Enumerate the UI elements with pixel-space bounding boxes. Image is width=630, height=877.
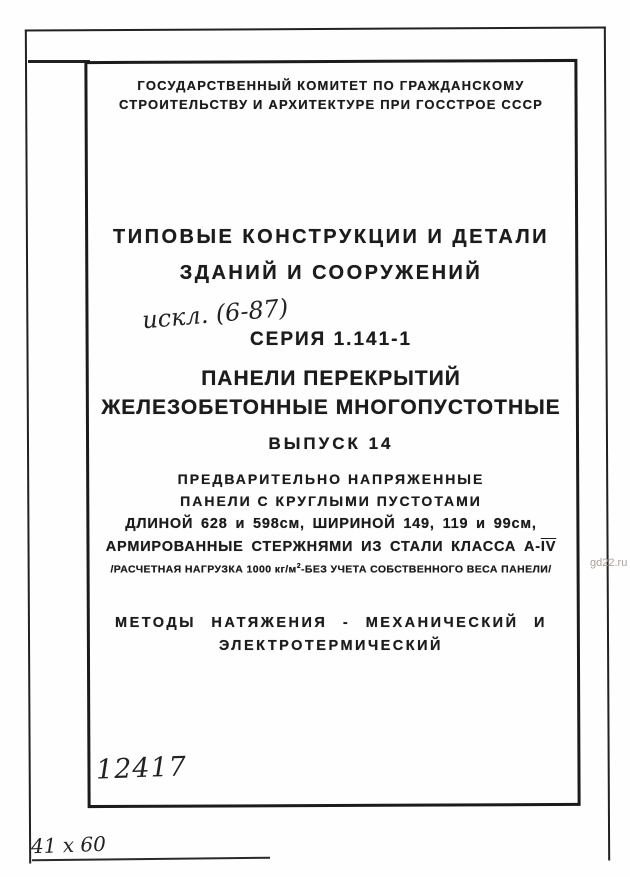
load-note-superscript: 2: [296, 563, 302, 570]
handwritten-format-note: 41 х 60: [30, 831, 107, 859]
series-label: СЕРИЯ 1.141-1: [249, 329, 413, 350]
subject-title-line2: ЖЕЛЕЗОБЕТОННЫЕ МНОГОПУСТОТНЫЕ: [101, 396, 561, 419]
site-watermark: gd22.ru: [590, 557, 628, 569]
doc-title-line1: ТИПОВЫЕ КОНСТРУКЦИИ И ДЕТАЛИ: [112, 226, 550, 248]
org-name-line1: ГОСУДАРСТВЕННЫЙ КОМИТЕТ ПО ГРАЖДАНСКОМУ: [137, 78, 525, 93]
issue-label: ВЫПУСК 14: [268, 434, 394, 453]
org-name-line2: СТРОИТЕЛЬСТВУ И АРХИТЕКТУРЕ ПРИ ГОССТРОЕ СССР: [118, 97, 544, 112]
frame-connector-line: [28, 60, 90, 63]
subject-title-line1: ПАНЕЛИ ПЕРЕКРЫТИЙ: [201, 367, 461, 390]
load-note: [89, 563, 573, 576]
methods-line1: МЕТОДЫ НАТЯЖЕНИЯ - МЕХАНИЧЕСКИЙ И: [115, 615, 547, 631]
spec-reinforcement-line: [89, 539, 573, 555]
spec-dimensions-line: ДЛИНОЙ 628 и 598см, ШИРИНОЙ 149, 119 и 99см,: [125, 516, 537, 532]
handwritten-stamp-number: 12417: [95, 751, 188, 786]
load-note-post: -БЕЗ УЧЕТА СОБСТВЕННОГО ВЕСА ПАНЕЛИ/: [301, 563, 552, 576]
handwritten-exclusion-note: искл. (6-87): [141, 293, 290, 335]
doc-title-line2: ЗДАНИЙ И СООРУЖЕНИЙ: [179, 262, 483, 284]
spec-reinforcement-text: АРМИРОВАННЫЕ СТЕРЖНЯМИ ИЗ СТАЛИ КЛАССА А-: [105, 539, 541, 555]
steel-class-roman: $\overline{IV}$: [540, 539, 557, 555]
methods-line2: ЭЛЕКТРОТЕРМИЧЕСКИЙ: [219, 638, 443, 654]
load-note-pre: /РАСЧЕТНАЯ НАГРУЗКА 1000 кг/м: [110, 563, 297, 576]
spec-line1: ПРЕДВАРИТЕЛЬНО НАПРЯЖЕННЫЕ: [177, 471, 485, 487]
spec-line2: ПАНЕЛИ С КРУГЛЫМИ ПУСТОТАМИ: [180, 493, 482, 509]
